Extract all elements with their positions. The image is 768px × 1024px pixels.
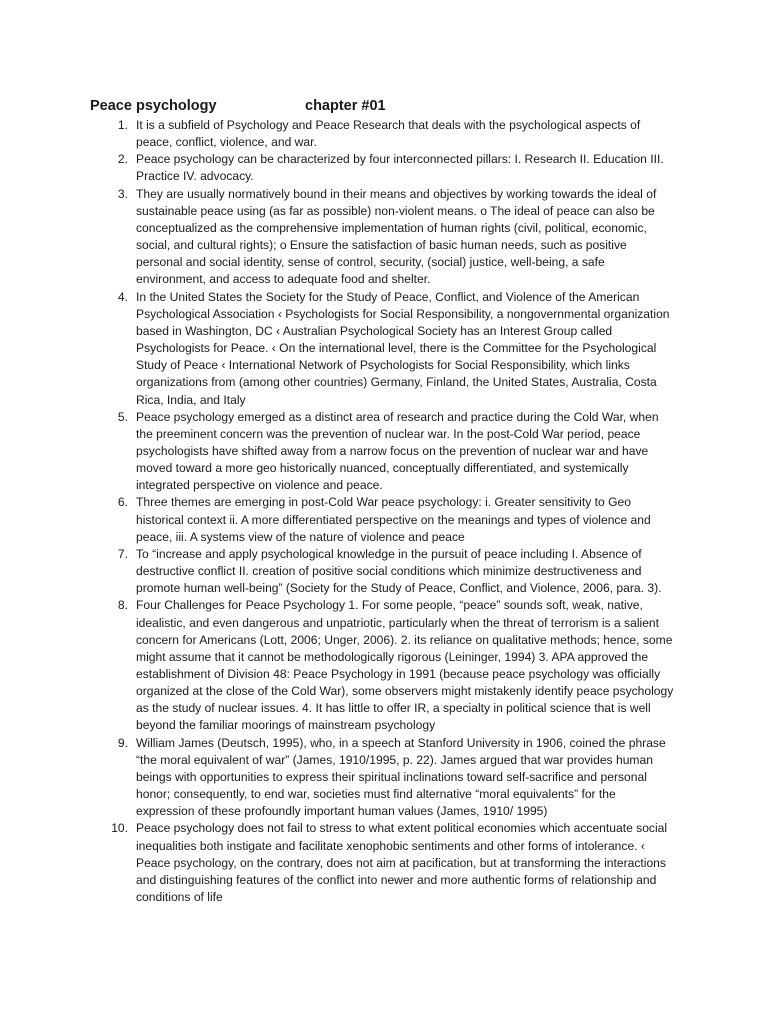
list-item: [0, 546, 676, 597]
list-item-number: 2.: [117, 152, 128, 167]
list-item-number: 10.: [111, 821, 128, 836]
document-title: Peace psychology: [90, 98, 217, 114]
list-item: [0, 597, 676, 734]
list-item-text: In the United States the Society for the Study of Peace, Conflict, and Violence of the American Psychological Association ‹ Psychologists for Social Responsibility, a nongovernmental organization based in Washington, DC ‹ Australian Psychological Society has an Interest Group called Psychologists for Peace. ‹ On the international level, there is the Committee for the Psychological Study of Peace ‹ International Network of Psychologists for Social Responsibility, which links organizations from (among other countries) Germany, Finland, the United States, Australia, Costa Rica, India, and Italy: [136, 289, 670, 407]
list-item-number: 6.: [117, 495, 128, 510]
list-item-text: Four Challenges for Peace Psychology 1. For some people, “peace” sounds soft, weak, native, idealistic, and even dangerous and unpatriotic, particularly when the threat of terrorism is a salient concern for Americans (Lott, 2006; Unger, 2006). 2. its reliance on qualitative methods; hence, some might assume that it cannot be methodologically rigorous (Leininger, 1994) 3. APA approved the establishment of Division 48: Peace Psychology in 1991 (because peace psychology was officially organized at the close of the Cold War), some observers might mistakenly identify peace psychology as the study of nuclear issues. 4. It has little to offer IR, a specialty in political science that is well beyond the familiar moorings of mainstream psychology: [136, 598, 674, 733]
document-heading: [90, 96, 690, 116]
list-item: [0, 117, 676, 151]
list-item-text: Peace psychology emerged as a distinct area of research and practice during the Cold War, when the preeminent concern was the prevention of nuclear war. In the post-Cold War period, peace psychologists have shifted away from a narrow focus on the prevention of nuclear war and have moved toward a more geo historically nuanced, conceptually differentiated, and systemically integrated perspective on violence and peace.: [136, 409, 659, 493]
list-item-number: 3.: [117, 186, 128, 201]
list-item-number: 1.: [117, 118, 128, 132]
list-item-text: Peace psychology does not fail to stress to what extent political economies which accentuate social inequalities both instigate and facilitate xenophobic sentiments and other forms of intolerance. ‹ Peace psychology, on the contrary, does not aim at pacification, but at transforming the interactions and distinguishing features of the conflict into newer and more authentic forms of relationship and conditions of life: [136, 821, 668, 905]
list-item-number: 5.: [117, 409, 128, 424]
list-item-number: 8.: [117, 598, 128, 613]
list-item-number: 4.: [117, 289, 128, 304]
list-item-text: Peace psychology can be characterized by four interconnected pillars: I. Research II. Education III. Practice IV. advocacy.: [136, 152, 664, 184]
list-item-text: They are usually normatively bound in their means and objectives by working towards the ideal of sustainable peace using (as far as possible) non-violent means. o The ideal of peace can also be conceptualized as the comprehensive implementation of human rights (civil, political, economic, social, and cultural rights); o Ensure the satisfaction of basic human needs, such as positive personal and social identity, sense of control, security, (social) justice, well-being, a safe environment, and access to adequate food and shelter.: [136, 186, 657, 287]
list-item: [0, 735, 676, 821]
list-item-text: William James (Deutsch, 1995), who, in a speech at Stanford University in 1906, coined the phrase “the moral equivalent of war” (James, 1910/1995, p. 22). James argued that war provides human beings with opportunities to express their spiritual inclinations toward self-sacrifice and personal honor; consequently, to end war, societies must find alternative “moral equivalents” for the expression of these profoundly important human values (James, 1910/ 1995): [136, 735, 666, 819]
list-item: [0, 186, 676, 289]
list-item: [0, 820, 676, 906]
chapter-label: chapter #01: [305, 98, 386, 114]
list-item: [0, 409, 676, 495]
list-item-number: 9.: [117, 735, 128, 750]
list-item: [0, 289, 676, 409]
list-item: [0, 151, 676, 185]
list-item: [0, 494, 676, 545]
list-item-number: 7.: [117, 546, 128, 561]
numbered-list: [0, 117, 768, 906]
list-item-text: Three themes are emerging in post-Cold War peace psychology: i. Greater sensitivity to Geo historical context ii. A more differentiated perspective on the meanings and types of violence and peace, iii. A systems view of the nature of violence and peace: [136, 495, 651, 544]
list-item-text: To “increase and apply psychological knowledge in the pursuit of peace including I. Absence of destructive conflict II. creation of positive social conditions which minimize destructiveness and promote human well-being” (Society for the Study of Peace, Conflict, and Violence, 2006, para. 3).: [136, 546, 662, 596]
list-item-text: It is a subfield of Psychology and Peace Research that deals with the psychological aspects of peace, conflict, violence, and war.: [136, 118, 641, 150]
